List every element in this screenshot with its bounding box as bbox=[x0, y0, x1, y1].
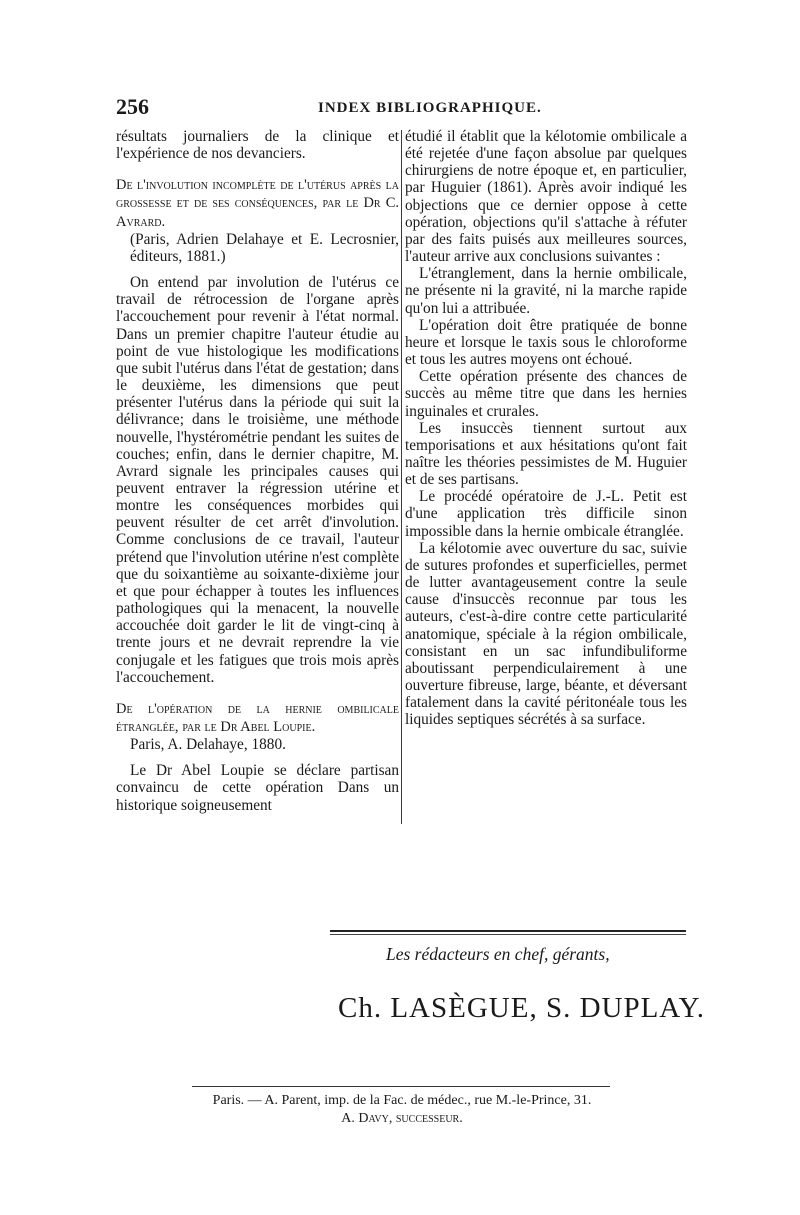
printer-imprint: Paris. — A. Parent, imp. de la Fac. de médec., rue M.-le-Prince, 31. bbox=[212, 1093, 592, 1108]
bibliography-entry-involution bbox=[116, 176, 399, 265]
review-paragraph: On entend par involution de l'utérus ce travail de rétrocession de l'organe après l'accouchement pour revenir à l'état normal. Dans un premier chapitre l'auteur étudie au point de vue histologique les modifications que subit l'utérus dans l'état de gestation; dans le deuxième, les dimensions que peut présenter l'utérus dans la période qui suit la délivrance; dans le troisième, une méthode nouvelle, l'hystérométrie pendant les suites de couches; enfin, dans le dernier chapitre, M. Avrard signale les principales causes qui peuvent entraver la régression utérine et montre les conséquences morbides qui peuvent résulter de cet arrêt d'involution. Comme conclusions de ce travail, l'auteur prétend que l'involution utérine n'est complète que du soixantième au soixante-dixième jour et que pour échapper à toutes les influences pathologiques qui la menacent, la nouvelle accouchée doit garder le lit de vingt-cinq à trente jours et ne devrait reprendre la vie conjugale et les fatigues que trois mois après l'accouchement. bbox=[116, 274, 399, 686]
printer-successor: A. Davy, successeur. bbox=[341, 1111, 463, 1126]
right-column bbox=[405, 128, 687, 828]
continuation-paragraph: résultats journaliers de la clinique et l'expérience de nos devanciers. bbox=[116, 128, 399, 163]
bibliography-entry-hernie bbox=[116, 700, 399, 753]
column-divider bbox=[401, 130, 402, 824]
entry-publisher: (Paris, Adrien Delahaye et E. Lecrosnier, éditeurs, 1881.) bbox=[130, 230, 399, 265]
review-paragraph: étudié il établit que la kélotomie ombilicale a été rejetée d'une façon absolue par quelques chirurgiens de notre époque et, en particulier, par Huguier (1861). Après avoir indiqué les objections que ce dernier oppose à cette opération, objections qu'il s'attache à réfuter par des faits puisés aux meilleures sources, l'auteur arrive aux conclusions suivantes : bbox=[405, 128, 687, 266]
closing-rule-thin bbox=[330, 934, 686, 935]
entry-publisher: Paris, A. Delahaye, 1880. bbox=[130, 736, 286, 754]
page-number: 256 bbox=[116, 94, 149, 119]
closing-rule bbox=[330, 930, 686, 932]
left-column bbox=[116, 128, 399, 828]
entry-author: par le Dr Abel Loupie. bbox=[182, 719, 316, 735]
entry-title: De l'opération de la hernie ombilicale étranglée, bbox=[116, 700, 399, 735]
page-header bbox=[116, 94, 688, 124]
conclusion-paragraph: Cette opération présente des chances de succès au même titre que dans les hernies inguinales et crurales. bbox=[405, 368, 687, 420]
signature-names: Ch. LASÈGUE, S. DUPLAY. bbox=[338, 992, 706, 1024]
running-title: INDEX BIBLIOGRAPHIQUE. bbox=[318, 100, 542, 116]
review-paragraph: Le Dr Abel Loupie se déclare partisan convaincu de cette opération Dans un historique soigneusement bbox=[116, 762, 399, 814]
conclusion-paragraph: L'étranglement, dans la hernie ombilicale, ne présente ni la gravité, ni la marche rapide qu'on lui a attribuée. bbox=[405, 265, 687, 317]
conclusion-paragraph: Le procédé opératoire de J.-L. Petit est d'une application très difficile sinon impossible dans la hernie ombicale étranglée. bbox=[405, 488, 687, 540]
conclusion-paragraph: L'opération doit être pratiquée de bonne heure et lorsque le taxis sous le chloroforme et tous les autres moyens ont échoué. bbox=[405, 316, 687, 369]
entry-title: De l'involution incomplète de l'utérus après la grossesse et de ses conséquences, bbox=[116, 177, 399, 212]
conclusion-paragraph: Les insuccès tiennent surtout aux temporisations et aux hésitations qu'ont fait naître les théories pessimistes de M. Huguier et de ses partisans. bbox=[405, 419, 687, 489]
entry-author: par le Dr C. Avrard. bbox=[116, 195, 399, 230]
printer-rule bbox=[192, 1086, 610, 1087]
conclusion-paragraph: La kélotomie avec ouverture du sac, suivie de sutures profondes et superficielles, permet de lutter avantageusement contre la seule cause d'insuccès reconnue par tous les auteurs, c'est-à-dire contre cette particularité anatomique, spéciale à la région ombilicale, consistant en un sac infundibuliforme aboutissant perpendiculairement à une ouverture fibreuse, large, béante, et déversant fatalement dans la cavité péritonéale tous les liquides septiques sécrétés à sa surface. bbox=[405, 539, 687, 729]
signature-label: Les rédacteurs en chef, gérants, bbox=[386, 944, 610, 964]
